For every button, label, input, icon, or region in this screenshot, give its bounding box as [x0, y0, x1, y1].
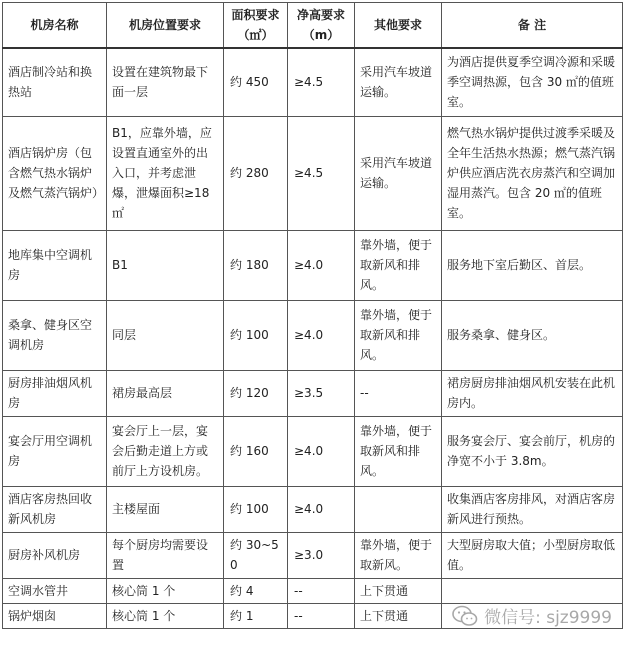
cell-room-name: 酒店客房热回收新风机房	[3, 486, 107, 532]
cell-other: 靠外墙，便于取新风和排风。	[355, 300, 442, 370]
watermark-text: 微信号: sjz9999	[484, 608, 612, 628]
cell-height: ≥3.5	[288, 370, 355, 416]
cell-height: ≥3.0	[288, 532, 355, 578]
table-header-row	[3, 3, 623, 49]
header-room-name: 机房名称	[3, 3, 107, 49]
cell-notes: 服务桑拿、健身区。	[442, 300, 623, 370]
cell-other: 靠外墙，便于取新风和排风。	[355, 416, 442, 486]
cell-location: 设置在建筑物最下面一层	[107, 48, 224, 116]
cell-area: 约 100	[224, 300, 288, 370]
header-height-unit: （m）	[302, 28, 340, 42]
table-row	[3, 486, 623, 532]
cell-other: 靠外墙，便于取新风和排风。	[355, 230, 442, 300]
cell-location: 同层	[107, 300, 224, 370]
header-area-title: 面积要求	[231, 8, 280, 22]
cell-area: 约 30~50	[224, 532, 288, 578]
cell-area: 约 160	[224, 416, 288, 486]
header-height	[288, 3, 355, 49]
table-row	[3, 532, 623, 578]
cell-other: 靠外墙，便于取新风。	[355, 532, 442, 578]
cell-location: 主楼屋面	[107, 486, 224, 532]
cell-height: ≥4.5	[288, 116, 355, 230]
cell-height: --	[288, 603, 355, 628]
cell-location: 核心筒 1 个	[107, 603, 224, 628]
cell-room-name: 空调水管井	[3, 578, 107, 603]
header-height-title: 净高要求	[296, 8, 345, 22]
cell-notes: 为酒店提供夏季空调冷源和采暖季空调热源，包含 30 ㎡的值班室。	[442, 48, 623, 116]
table-row	[3, 48, 623, 116]
header-notes: 备 注	[442, 3, 623, 49]
cell-area: 约 450	[224, 48, 288, 116]
cell-location: B1，应靠外墙，应设置直通室外的出入口，并考虑泄爆，泄爆面积≥18 ㎡	[107, 116, 224, 230]
machine-room-spec-table	[2, 2, 623, 629]
cell-room-name: 厨房排油烟风机房	[3, 370, 107, 416]
cell-other: 采用汽车坡道运输。	[355, 116, 442, 230]
cell-location: 裙房最高层	[107, 370, 224, 416]
cell-other: 上下贯通	[355, 603, 442, 628]
table-row	[3, 370, 623, 416]
cell-notes: 收集酒店客房排风，对酒店客房新风进行预热。	[442, 486, 623, 532]
cell-notes: 燃气热水锅炉提供过渡季采暖及全年生活热水热源；燃气蒸汽锅炉供应酒店洗衣房蒸汽和空调加湿用蒸汽。包含 20 ㎡的值班室。	[442, 116, 623, 230]
cell-room-name: 酒店制冷站和换热站	[3, 48, 107, 116]
cell-notes: 裙房厨房排油烟风机安装在此机房内。	[442, 370, 623, 416]
cell-location: 每个厨房均需要设置	[107, 532, 224, 578]
cell-area: 约 1	[224, 603, 288, 628]
cell-height: --	[288, 578, 355, 603]
cell-notes	[442, 578, 623, 603]
table-row	[3, 116, 623, 230]
cell-notes: 大型厨房取大值；小型厨房取低值。	[442, 532, 623, 578]
cell-area: 约 4	[224, 578, 288, 603]
cell-height: ≥4.0	[288, 230, 355, 300]
cell-height: ≥4.5	[288, 48, 355, 116]
cell-room-name: 宴会厅用空调机房	[3, 416, 107, 486]
table-row	[3, 603, 623, 628]
cell-other: 上下贯通	[355, 578, 442, 603]
cell-notes	[442, 603, 623, 628]
cell-height: ≥4.0	[288, 300, 355, 370]
header-location: 机房位置要求	[107, 3, 224, 49]
cell-area: 约 180	[224, 230, 288, 300]
cell-location: B1	[107, 230, 224, 300]
cell-room-name: 锅炉烟囱	[3, 603, 107, 628]
cell-room-name: 酒店锅炉房（包含燃气热水锅炉及燃气蒸汽锅炉）	[3, 116, 107, 230]
header-area-unit: （㎡）	[237, 28, 274, 42]
cell-notes: 服务地下室后勤区、首层。	[442, 230, 623, 300]
cell-room-name: 桑拿、健身区空调机房	[3, 300, 107, 370]
cell-notes: 服务宴会厅、宴会前厅，机房的净宽不小于 3.8m。	[442, 416, 623, 486]
table-row	[3, 300, 623, 370]
table-row	[3, 230, 623, 300]
cell-area: 约 120	[224, 370, 288, 416]
table-row	[3, 416, 623, 486]
header-area	[224, 3, 288, 49]
cell-location: 宴会厅上一层，宴会后勤走道上方或前厅上方设机房。	[107, 416, 224, 486]
cell-area: 约 280	[224, 116, 288, 230]
cell-area: 约 100	[224, 486, 288, 532]
cell-room-name: 地库集中空调机房	[3, 230, 107, 300]
cell-room-name: 厨房补风机房	[3, 532, 107, 578]
cell-other: 采用汽车坡道运输。	[355, 48, 442, 116]
cell-other	[355, 486, 442, 532]
table-row	[3, 578, 623, 603]
header-other: 其他要求	[355, 3, 442, 49]
cell-height: ≥4.0	[288, 486, 355, 532]
cell-location: 核心筒 1 个	[107, 578, 224, 603]
cell-height: ≥4.0	[288, 416, 355, 486]
cell-other: --	[355, 370, 442, 416]
